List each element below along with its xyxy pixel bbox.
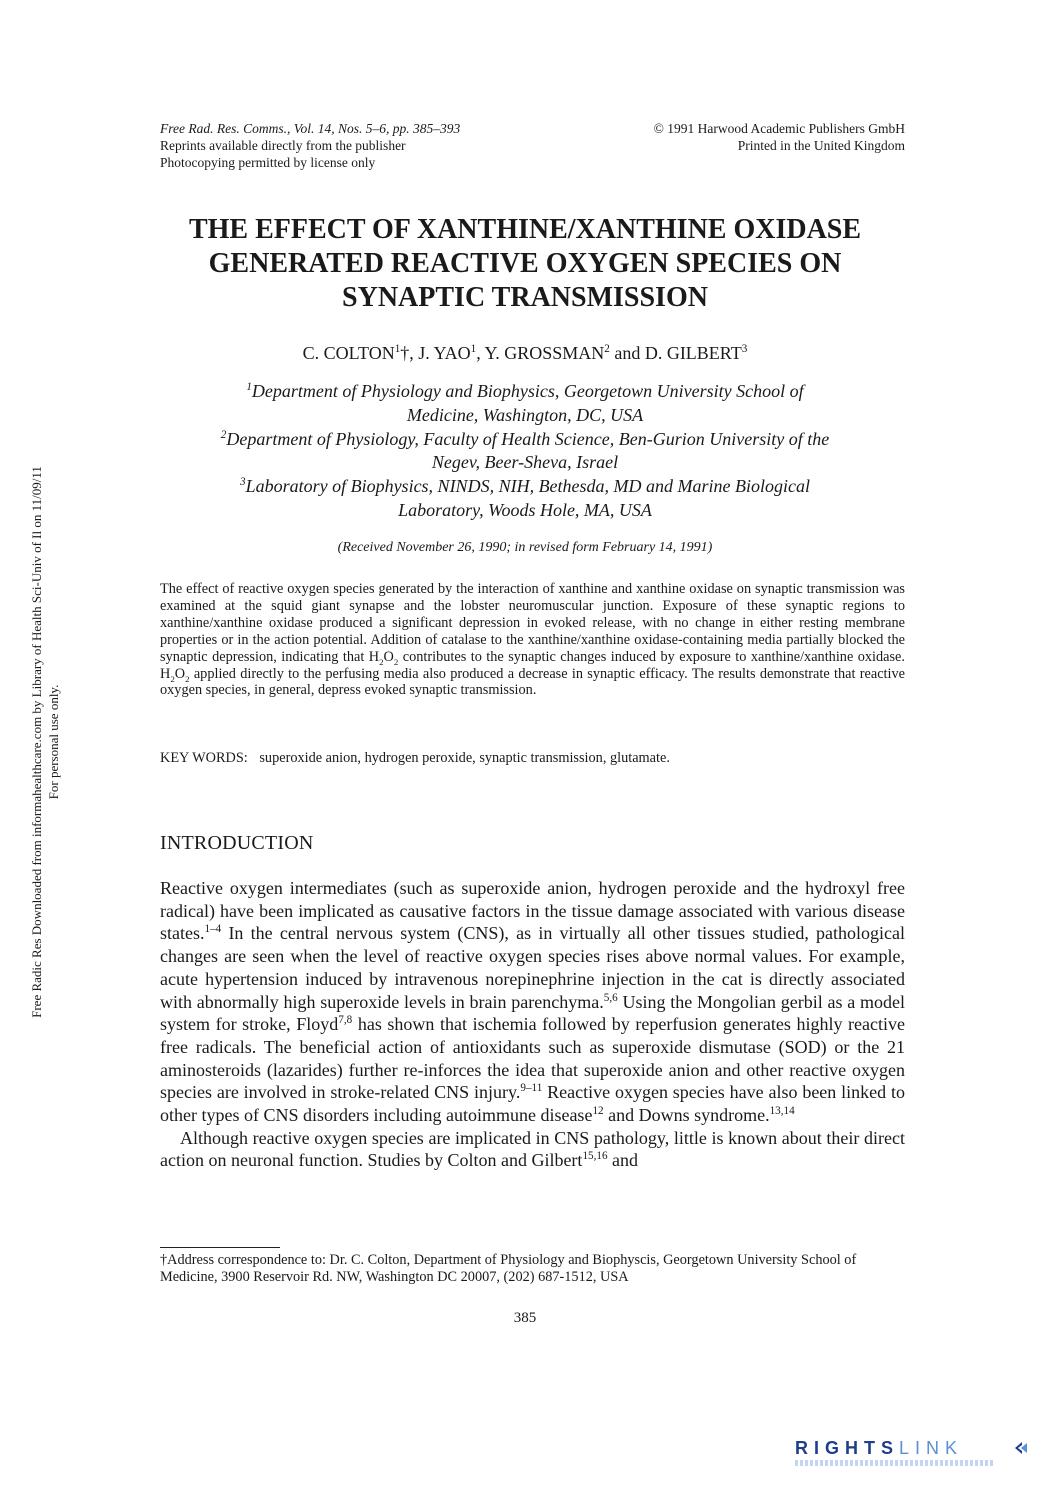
watermark-line-2: For personal use only. bbox=[46, 684, 61, 800]
author-grossman-affil: 2 bbox=[604, 343, 610, 355]
journal-citation bbox=[160, 120, 460, 171]
section-heading-introduction: INTRODUCTION bbox=[160, 832, 314, 854]
paper-title bbox=[130, 213, 920, 315]
author-yao: , J. YAO bbox=[409, 343, 471, 363]
affiliations bbox=[140, 380, 910, 523]
author-colton: C. COLTON bbox=[302, 343, 395, 363]
citation-line-3: Photocopying permitted by license only bbox=[160, 155, 376, 170]
author-yao-affil: 1 bbox=[470, 343, 477, 355]
author-grossman: , Y. GROSSMAN bbox=[476, 343, 605, 363]
affiliation-1-cont: Medicine, Washington, DC, USA bbox=[406, 404, 644, 425]
intro-paragraph-1: Reactive oxygen intermediates (such as superoxide anion, hydrogen peroxide and the hydroxyl free radical) have been implicated as causative factors in the tissue damage associated with various disease states.$^{1-4}$ In the central nervous system (CNS), as in virtually all other tissues studied, pathological changes are seen when the level of reactive oxygen species rises above normal values. For example, acute hypertension induced by intravenous norepinephrine injection in the cat is directly associated with abnormally high superoxide levels in brain parenchyma.$^{5,6}$ Using the Mongolian gerbil as a model system for stroke, Floyd$^{7,8}$ has shown that ischemia followed by reperfusion generates highly reactive free radicals. The beneficial action of antioxidants such as superoxide dismutase (SOD) or the 21 aminosteroids (lazarides) further re-inforces the idea that superoxide anion and other reactive oxygen species are involved in stroke-related CNS injury.$^{9-11}$ Reactive oxygen species have also been linked to other types of CNS disorders including autoimmune disease$^{12}$ and Downs syndrome.$^{13,14}$ bbox=[160, 878, 905, 1126]
introduction-body bbox=[160, 877, 905, 1172]
title-line-2: GENERATED REACTIVE OXYGEN SPECIES ON bbox=[208, 248, 842, 279]
chevron-icon bbox=[1013, 1440, 1029, 1456]
received-dates: (Received November 26, 1990; in revised form February 14, 1991) bbox=[337, 540, 713, 555]
affiliation-2-cont: Negev, Beer-Sheva, Israel bbox=[431, 452, 619, 473]
author-gilbert-affil: 3 bbox=[741, 343, 748, 355]
correspondence-footnote: †Address correspondence to: Dr. C. Colton, Department of Physiology and Biophyscis, Georgetown University School of Medicine, 3900 Reservoir Rd. NW, Washington DC 20007, (202) 687-1512, USA bbox=[160, 1252, 857, 1285]
author-colton-affil: 1 bbox=[394, 343, 401, 355]
citation-line-1: Free Rad. Res. Comms., Vol. 14, Nos. 5–6, pp. 385–393 bbox=[160, 121, 461, 136]
rightslink-logo: RIGHTSLINK bbox=[795, 1438, 1035, 1478]
affiliation-3: $^3$Laboratory of Biophysics, NINDS, NIH, Bethesda, MD and Marine Biological bbox=[239, 476, 811, 497]
footnote-divider bbox=[160, 1247, 280, 1248]
correspondence-mark: † bbox=[400, 343, 410, 363]
keywords bbox=[160, 750, 905, 767]
intro-paragraph-2: Although reactive oxygen species are implicated in CNS pathology, little is known about their direct action on neuronal function. Studies by Colton and Gilbert$^{15,16}$ and bbox=[160, 1127, 905, 1171]
author-list bbox=[130, 343, 920, 364]
affiliation-2: $^2$Department of Physiology, Faculty of Health Science, Ben-Gurion University of the bbox=[220, 428, 830, 449]
affiliation-1: $^1$Department of Physiology and Biophysics, Georgetown University School of bbox=[246, 381, 804, 401]
keywords-label: KEY WORDS: bbox=[160, 750, 248, 766]
download-watermark bbox=[0, 0, 60, 1500]
citation-line-2: Reprints available directly from the publisher bbox=[160, 138, 406, 153]
page-number: 385 bbox=[513, 1310, 537, 1326]
affiliation-3-cont: Laboratory, Woods Hole, MA, USA bbox=[398, 499, 652, 520]
copyright-notice bbox=[654, 120, 905, 154]
author-gilbert: and D. GILBERT bbox=[609, 343, 742, 363]
copyright-line-2: Printed in the United Kingdom bbox=[737, 138, 905, 153]
copyright-line-1: © 1991 Harwood Academic Publishers GmbH bbox=[653, 121, 905, 136]
keywords-text: superoxide anion, hydrogen peroxide, synaptic transmission, glutamate. bbox=[259, 750, 670, 766]
watermark-line-1: Free Radic Res Downloaded from informahealthcare.com by Library of Health Sci-Univ of Il on 11/09/11 bbox=[29, 466, 44, 1018]
abstract: The effect of reactive oxygen species generated by the interaction of xanthine and xanthine oxidase on synaptic transmission was examined at the squid giant synapse and the lobster neuromuscular junction. Exposure of these synaptic regions to xanthine/xanthine oxidase produced a significant depression in evoked release, with no change in either resting membrane properties or in the action potential. Addition of catalase to the xanthine/xanthine oxidase-containing media partially blocked the synaptic depression, indicating that $H_2O_2$ contributes to the synaptic changes induced by exposure to xanthine/xanthine oxidase. $H_2O_2$ applied directly to the perfusing media also produced a decrease in synaptic efficacy. The results demonstrate that reactive oxygen species, in general, depress evoked synaptic transmission. bbox=[160, 581, 905, 699]
title-line-3: SYNAPTIC TRANSMISSION bbox=[342, 282, 708, 313]
title-line-1: THE EFFECT OF XANTHINE/XANTHINE OXIDASE bbox=[188, 214, 862, 245]
